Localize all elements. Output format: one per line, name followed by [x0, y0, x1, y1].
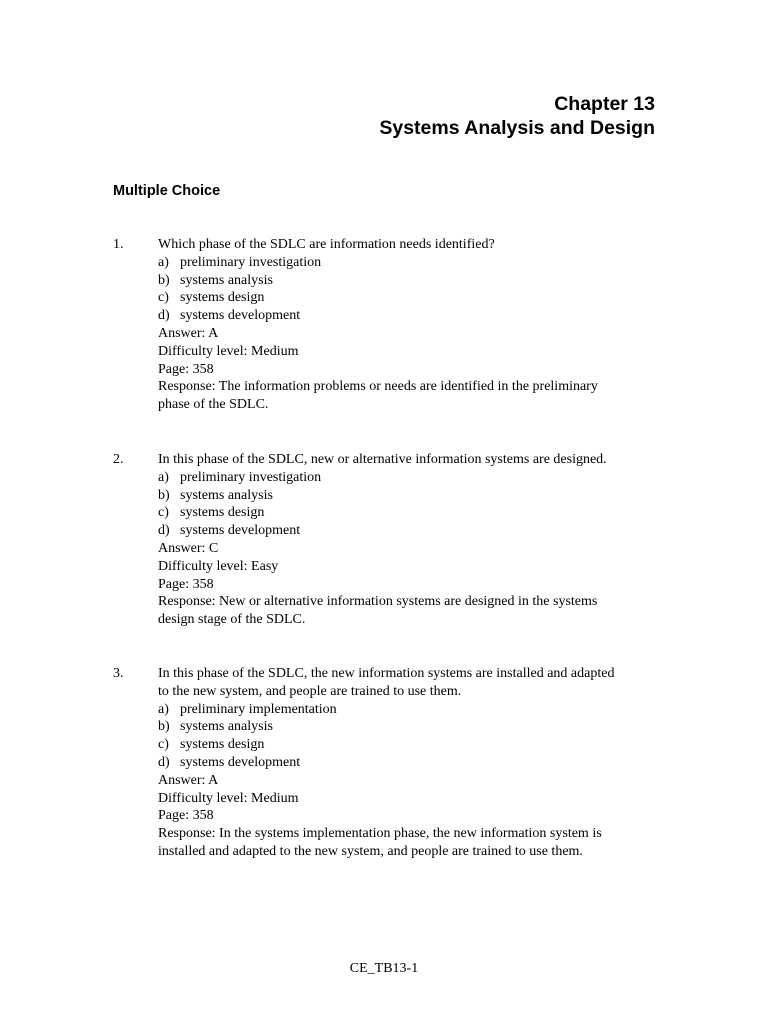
option-a: a) preliminary investigation [158, 254, 322, 270]
option-b: b) systems analysis [158, 272, 273, 288]
difficulty-level: Difficulty level: Medium [158, 343, 299, 359]
section-heading: Multiple Choice [113, 183, 221, 199]
answer: Answer: A [158, 772, 219, 788]
answer: Answer: C [158, 540, 219, 556]
option-c: c) systems design [158, 737, 265, 753]
page-reference: Page: 358 [158, 576, 214, 592]
page-footer: CE_TB13-1 [349, 961, 419, 976]
question-number: 2. [113, 452, 124, 467]
page-reference: Page: 358 [158, 808, 214, 824]
difficulty-level: Difficulty level: Easy [158, 558, 279, 574]
option-b: b) systems analysis [158, 719, 273, 735]
option-d: d) systems development [158, 523, 301, 539]
question-number: 3. [113, 666, 124, 681]
response-line-1: Response: The information problems or needs are identified in the preliminary [158, 379, 598, 395]
question-1 [113, 236, 673, 414]
option-b: b) systems analysis [158, 487, 273, 503]
response-line-1: Response: In the systems implementation phase, the new information system is [158, 826, 602, 842]
question-2 [113, 451, 673, 629]
chapter-header [379, 92, 655, 140]
response-line-2: phase of the SDLC. [158, 397, 269, 413]
option-d: d) systems development [158, 308, 301, 324]
chapter-number: Chapter 13 [554, 93, 655, 115]
response-line-1: Response: New or alternative information systems are designed in the systems [158, 594, 598, 610]
option-a: a) preliminary investigation [158, 469, 322, 485]
difficulty-level: Difficulty level: Medium [158, 790, 299, 806]
question-text: Which phase of the SDLC are information needs identified? [158, 237, 495, 252]
option-c: c) systems design [158, 290, 265, 306]
chapter-title: Systems Analysis and Design [379, 117, 655, 139]
option-a: a) preliminary implementation [158, 701, 337, 717]
option-c: c) systems design [158, 505, 265, 521]
answer: Answer: A [158, 325, 219, 341]
response-line-2: installed and adapted to the new system, and people are trained to use them. [158, 843, 583, 859]
question-number: 1. [113, 237, 124, 252]
page-reference: Page: 358 [158, 361, 214, 377]
option-d: d) systems development [158, 754, 301, 770]
response-line-2: design stage of the SDLC. [158, 612, 306, 628]
question-text: In this phase of the SDLC, new or alternative information systems are designed. [158, 452, 607, 467]
question-3 [113, 665, 673, 861]
question-text-line-1: In this phase of the SDLC, the new information systems are installed and adapted [158, 666, 615, 681]
question-text-line-2: to the new system, and people are trained to use them. [158, 683, 462, 699]
